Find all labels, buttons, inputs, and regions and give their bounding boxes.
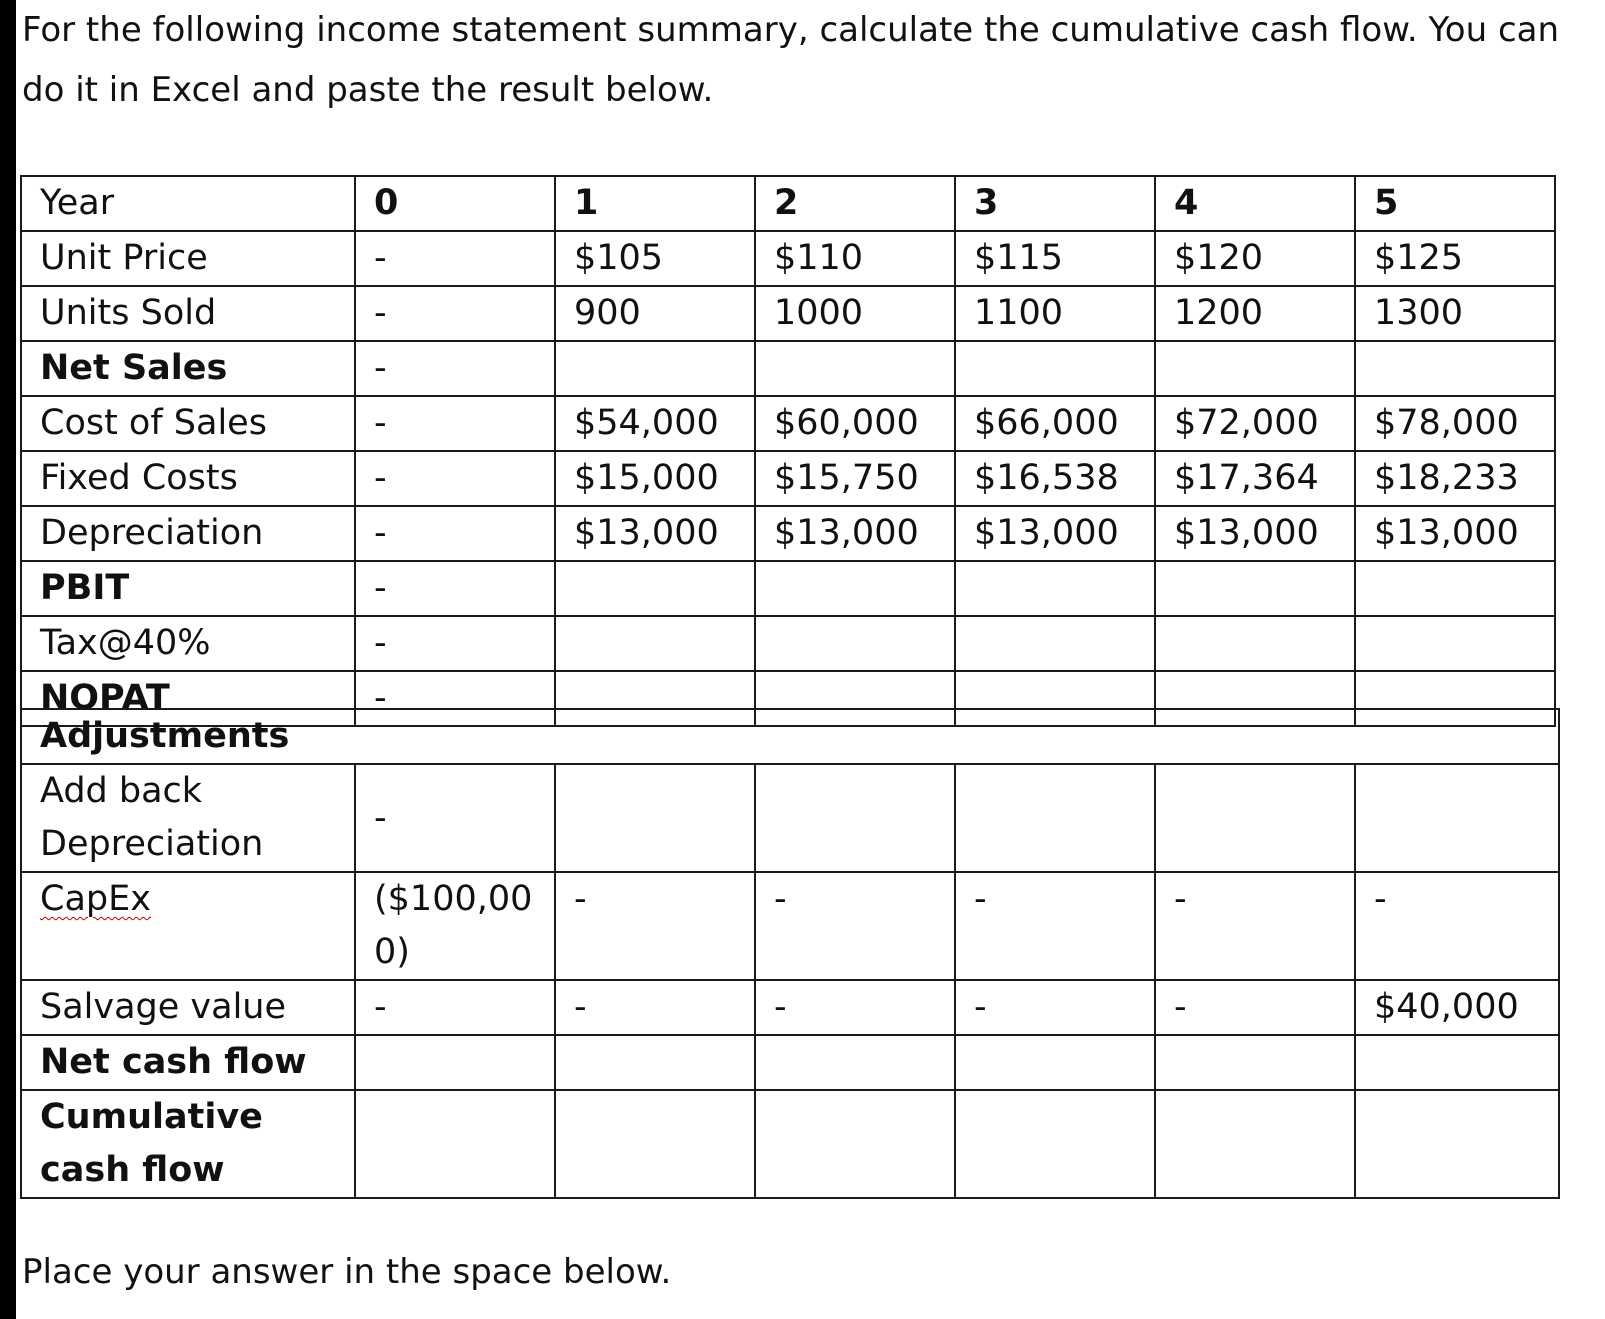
table-cell: - bbox=[355, 616, 555, 671]
table-cell: $115 bbox=[955, 231, 1155, 286]
row-label: Depreciation bbox=[21, 506, 355, 561]
left-margin-bar bbox=[0, 0, 16, 1319]
table-cell bbox=[955, 1035, 1155, 1090]
table-cell: - bbox=[955, 872, 1155, 980]
table-cell bbox=[1155, 616, 1355, 671]
table-cell bbox=[555, 764, 755, 872]
answer-instruction: Place your answer in the space below. bbox=[22, 1252, 672, 1292]
row-label: Net Sales bbox=[21, 341, 355, 396]
table-cell bbox=[755, 341, 955, 396]
table-row-net-sales bbox=[21, 341, 1555, 396]
table-row-tax bbox=[21, 616, 1555, 671]
year-cell: 0 bbox=[355, 176, 555, 231]
table-cell: $125 bbox=[1355, 231, 1555, 286]
table-row-unit-price bbox=[21, 231, 1555, 286]
table-row-adjustments-title bbox=[21, 709, 1559, 764]
table-cell bbox=[755, 616, 955, 671]
row-label: Year bbox=[21, 176, 355, 231]
table-row-add-back-depreciation bbox=[21, 764, 1559, 872]
table-cell bbox=[755, 764, 955, 872]
table-cell: $60,000 bbox=[755, 396, 955, 451]
table-cell bbox=[1155, 1035, 1355, 1090]
table-cell: $13,000 bbox=[755, 506, 955, 561]
table-row-net-cash-flow bbox=[21, 1035, 1559, 1090]
table-cell: $105 bbox=[555, 231, 755, 286]
table-cell bbox=[955, 561, 1155, 616]
table-cell: $16,538 bbox=[955, 451, 1155, 506]
table-cell: - bbox=[755, 872, 955, 980]
table-cell: $15,750 bbox=[755, 451, 955, 506]
table-cell: - bbox=[755, 980, 955, 1035]
table-cell: - bbox=[355, 671, 555, 726]
table-cell: $78,000 bbox=[1355, 396, 1555, 451]
table-row-year bbox=[21, 176, 1555, 231]
row-label bbox=[21, 872, 355, 980]
table-cell bbox=[555, 1090, 755, 1198]
table-cell: - bbox=[555, 872, 755, 980]
table-cell: - bbox=[355, 286, 555, 341]
table-cell: - bbox=[1155, 872, 1355, 980]
year-cell: 5 bbox=[1355, 176, 1555, 231]
table-cell: $13,000 bbox=[1355, 506, 1555, 561]
table-cell bbox=[1355, 1035, 1559, 1090]
table-cell: - bbox=[1355, 872, 1559, 980]
row-label: Tax@40% bbox=[21, 616, 355, 671]
table-cell bbox=[355, 1035, 555, 1090]
row-label: Fixed Costs bbox=[21, 451, 355, 506]
row-label: NOPAT bbox=[21, 671, 355, 726]
row-label: Unit Price bbox=[21, 231, 355, 286]
table-cell: $15,000 bbox=[555, 451, 755, 506]
table-cell: 1100 bbox=[955, 286, 1155, 341]
table-cell bbox=[955, 341, 1155, 396]
table-cell bbox=[1355, 561, 1555, 616]
table-cell: - bbox=[355, 451, 555, 506]
table-cell: $18,233 bbox=[1355, 451, 1555, 506]
table-cell: $72,000 bbox=[1155, 396, 1355, 451]
table-cell: $40,000 bbox=[1355, 980, 1559, 1035]
question-prompt bbox=[22, 0, 1602, 120]
prompt-line-1: For the following income statement summary, calculate the cumulative cash flow. You can bbox=[22, 10, 1560, 50]
table-cell: - bbox=[1155, 980, 1355, 1035]
table-row-fixed-costs bbox=[21, 451, 1555, 506]
table-cell: $110 bbox=[755, 231, 955, 286]
year-cell: 4 bbox=[1155, 176, 1355, 231]
table-cell: $13,000 bbox=[955, 506, 1155, 561]
table-cell bbox=[755, 1035, 955, 1090]
year-cell: 1 bbox=[555, 176, 755, 231]
row-label: PBIT bbox=[21, 561, 355, 616]
table-cell: $17,364 bbox=[1155, 451, 1355, 506]
table-cell: $54,000 bbox=[555, 396, 755, 451]
table-cell: $66,000 bbox=[955, 396, 1155, 451]
row-label: Cost of Sales bbox=[21, 396, 355, 451]
year-cell: 3 bbox=[955, 176, 1155, 231]
table-cell: - bbox=[355, 506, 555, 561]
table-cell: 900 bbox=[555, 286, 755, 341]
table-cell: 1200 bbox=[1155, 286, 1355, 341]
row-label: Cumulative cash flow bbox=[21, 1090, 355, 1198]
income-statement-table bbox=[20, 175, 1556, 727]
table-cell bbox=[555, 1035, 755, 1090]
table-cell: 1000 bbox=[755, 286, 955, 341]
table-row-cost-of-sales bbox=[21, 396, 1555, 451]
row-label: Salvage value bbox=[21, 980, 355, 1035]
table-cell: 1300 bbox=[1355, 286, 1555, 341]
table-cell bbox=[1355, 764, 1559, 872]
table-cell: - bbox=[355, 341, 555, 396]
adjustments-table bbox=[20, 708, 1560, 1199]
table-cell bbox=[555, 616, 755, 671]
table-cell: ($100,000) bbox=[355, 872, 555, 980]
table-cell bbox=[755, 561, 955, 616]
table-cell bbox=[955, 764, 1155, 872]
table-cell: - bbox=[355, 231, 555, 286]
capex-label: CapEx bbox=[40, 879, 151, 919]
table-cell bbox=[1355, 1090, 1559, 1198]
table-cell: - bbox=[555, 980, 755, 1035]
table-cell: - bbox=[355, 396, 555, 451]
table-cell bbox=[1155, 341, 1355, 396]
table-cell: $13,000 bbox=[1155, 506, 1355, 561]
table-cell bbox=[955, 616, 1155, 671]
table-cell: $13,000 bbox=[555, 506, 755, 561]
table-cell bbox=[755, 1090, 955, 1198]
table-cell bbox=[1355, 616, 1555, 671]
table-row-salvage-value bbox=[21, 980, 1559, 1035]
prompt-line-2: do it in Excel and paste the result below. bbox=[22, 70, 714, 110]
table-row-capex bbox=[21, 872, 1559, 980]
row-label: Net cash flow bbox=[21, 1035, 355, 1090]
row-label: Add back Depreciation bbox=[21, 764, 355, 872]
row-label: Units Sold bbox=[21, 286, 355, 341]
table-row-cumulative-cash-flow bbox=[21, 1090, 1559, 1198]
table-row-units-sold bbox=[21, 286, 1555, 341]
table-cell bbox=[955, 1090, 1155, 1198]
table-cell bbox=[1155, 1090, 1355, 1198]
table-cell: - bbox=[355, 764, 555, 872]
table-cell: - bbox=[955, 980, 1155, 1035]
table-cell bbox=[1155, 764, 1355, 872]
table-cell bbox=[355, 1090, 555, 1198]
table-cell: - bbox=[355, 980, 555, 1035]
table-row-depreciation bbox=[21, 506, 1555, 561]
table-cell: $120 bbox=[1155, 231, 1355, 286]
table-cell bbox=[1155, 561, 1355, 616]
adjustments-title: Adjustments bbox=[21, 709, 1559, 764]
table-row-pbit bbox=[21, 561, 1555, 616]
table-cell bbox=[555, 561, 755, 616]
table-cell: - bbox=[355, 561, 555, 616]
year-cell: 2 bbox=[755, 176, 955, 231]
table-cell bbox=[1355, 341, 1555, 396]
table-cell bbox=[555, 341, 755, 396]
